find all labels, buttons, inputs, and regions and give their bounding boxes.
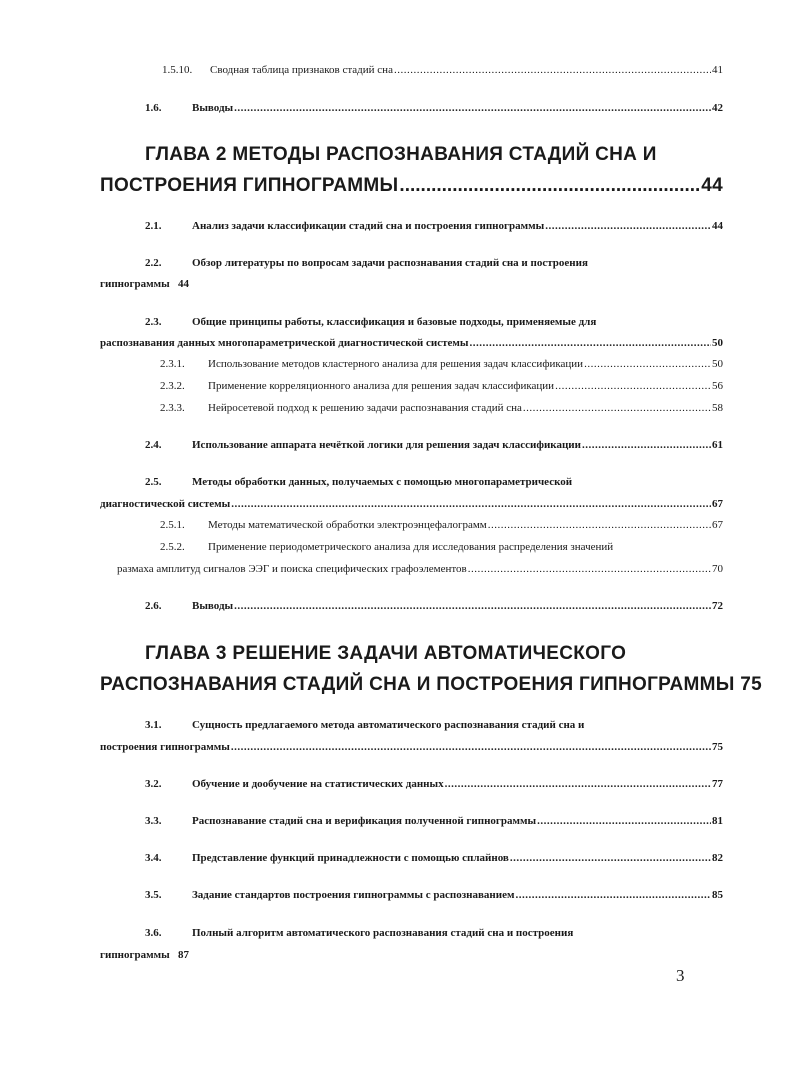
toc-entry-1-6[interactable] <box>145 101 723 115</box>
toc-page: 61 <box>712 439 723 451</box>
toc-title-line2: распознавания данных многопараметрической диагностической системы <box>100 337 469 349</box>
toc-entry-3-4[interactable] <box>145 851 723 865</box>
toc-number: 3.2. <box>145 778 162 790</box>
toc-title-line1: Методы обработки данных, получаемых с помощью многопараметрической <box>192 476 573 488</box>
toc-entry-2-5-2-cont[interactable] <box>117 562 723 576</box>
toc-entry-3-1-cont[interactable] <box>100 740 723 754</box>
leader-dots <box>515 888 711 902</box>
leader-dots <box>399 175 700 197</box>
chapter-3-heading-line2[interactable] <box>100 674 762 696</box>
chapter-2-heading-line1: ГЛАВА 2 МЕТОДЫ РАСПОЗНАВАНИЯ СТАДИЙ СНА И <box>145 144 657 165</box>
leader-dots <box>510 851 711 865</box>
toc-title-line1: Общие принципы работы, классификация и базовые подходы, применяемые для <box>192 316 597 328</box>
toc-title: Выводы <box>192 600 234 612</box>
leader-dots <box>545 219 711 233</box>
toc-page: 85 <box>712 889 723 901</box>
toc-entry-2-1[interactable] <box>145 219 723 233</box>
toc-page: 81 <box>712 815 723 827</box>
toc-title-line1: Полный алгоритм автоматического распознавания стадий сна и построения <box>192 927 574 939</box>
leader-dots <box>584 357 711 371</box>
toc-entry-2-3[interactable] <box>145 315 596 329</box>
toc-number: 2.1. <box>145 220 162 232</box>
toc-title-line2: гипнограммы <box>100 949 170 961</box>
toc-page: 50 <box>712 337 723 349</box>
chapter-2-heading-line2[interactable] <box>100 175 723 197</box>
leader-dots <box>555 379 711 393</box>
leader-dots <box>488 518 711 532</box>
toc-number: 2.3.3. <box>160 402 185 414</box>
toc-page: 44 <box>701 175 723 196</box>
toc-title: Распознавание стадий сна и верификация полученной гипнограммы <box>192 815 537 827</box>
toc-title: ПОСТРОЕНИЯ ГИПНОГРАММЫ <box>100 175 399 196</box>
toc-entry-2-5-2[interactable] <box>160 540 613 554</box>
toc-title: РАСПОЗНАВАНИЯ СТАДИЙ СНА И ПОСТРОЕНИЯ ГИПНОГРАММЫ <box>100 674 735 695</box>
toc-page: 41 <box>712 64 723 76</box>
toc-number: 3.5. <box>145 889 162 901</box>
toc-page: 42 <box>712 102 723 114</box>
toc-title: Анализ задачи классификации стадий сна и построения гипнограммы <box>192 220 545 232</box>
toc-entry-2-2-cont[interactable] <box>100 277 189 291</box>
toc-entry-2-5[interactable] <box>145 475 572 489</box>
toc-number: 2.5.1. <box>160 519 185 531</box>
toc-number: 2.3.1. <box>160 358 185 370</box>
toc-title: Использование методов кластерного анализа для решения задач классификации <box>208 358 584 370</box>
toc-number: 2.3. <box>145 316 162 328</box>
toc-number: 2.5. <box>145 476 162 488</box>
toc-page: 56 <box>712 380 723 392</box>
toc-entry-3-5[interactable] <box>145 888 723 902</box>
toc-number: 2.3.2. <box>160 380 185 392</box>
toc-number: 3.1. <box>145 719 162 731</box>
toc-entry-2-3-cont[interactable] <box>100 336 723 350</box>
toc-page: 82 <box>712 852 723 864</box>
toc-number: 1.5.10. <box>162 64 193 76</box>
toc-number: 3.4. <box>145 852 162 864</box>
toc-page: 58 <box>712 402 723 414</box>
toc-entry-2-4[interactable] <box>145 438 723 452</box>
toc-number: 2.4. <box>145 439 162 451</box>
toc-title: Выводы <box>192 102 234 114</box>
toc-title: Нейросетевой подход к решению задачи распознавания стадий сна <box>208 402 522 414</box>
leader-dots <box>523 401 711 415</box>
toc-page: 75 <box>712 741 723 753</box>
toc-entry-2-5-cont[interactable] <box>100 497 723 511</box>
toc-entry-1-5-10[interactable] <box>162 63 723 77</box>
toc-title-line1: Сущность предлагаемого метода автоматического распознавания стадий сна и <box>192 719 585 731</box>
toc-title: Обучение и дообучение на статистических данных <box>192 778 444 790</box>
toc-title: Методы математической обработки электроэнцефалограмм <box>208 519 487 531</box>
toc-entry-3-3[interactable] <box>145 814 723 828</box>
toc-title: Представление функций принадлежности с помощью сплайнов <box>192 852 509 864</box>
leader-dots <box>231 497 711 511</box>
toc-entry-2-5-1[interactable] <box>160 518 723 532</box>
toc-entry-2-3-2[interactable] <box>160 379 723 393</box>
leader-dots <box>582 438 711 452</box>
toc-page: 67 <box>712 498 723 510</box>
toc-title-line2: построения гипнограммы <box>100 741 230 753</box>
toc-number: 3.3. <box>145 815 162 827</box>
toc-page: 75 <box>740 674 762 695</box>
leader-dots <box>234 599 711 613</box>
toc-number: 2.5.2. <box>160 541 185 553</box>
toc-title-line2: диагностической системы <box>100 498 231 510</box>
toc-entry-3-6-cont[interactable] <box>100 948 189 962</box>
toc-page: 44 <box>712 220 723 232</box>
toc-entry-2-3-3[interactable] <box>160 401 723 415</box>
leader-dots <box>234 101 711 115</box>
leader-dots <box>468 562 711 576</box>
leader-dots <box>537 814 711 828</box>
toc-title-line1: Обзор литературы по вопросам задачи распознавания стадий сна и построения <box>192 257 588 269</box>
leader-dots <box>445 777 711 791</box>
toc-number: 2.2. <box>145 257 162 269</box>
toc-page: 87 <box>177 949 189 961</box>
toc-title-line2: размаха амплитуд сигналов ЭЭГ и поиска специфических графоэлементов <box>117 563 467 575</box>
toc-number: 1.6. <box>145 102 162 114</box>
toc-title: Использование аппарата нечёткой логики для решения задач классификации <box>192 439 581 451</box>
toc-title: Применение корреляционного анализа для решения задач классификации <box>208 380 555 392</box>
toc-title: Задание стандартов построения гипнограммы с распознаванием <box>192 889 515 901</box>
toc-entry-2-2[interactable] <box>145 256 588 270</box>
leader-dots <box>231 740 711 754</box>
toc-entry-3-2[interactable] <box>145 777 723 791</box>
toc-entry-3-6[interactable] <box>145 926 573 940</box>
toc-page: 70 <box>712 563 723 575</box>
leader-dots <box>394 63 711 77</box>
toc-number: 2.6. <box>145 600 162 612</box>
toc-title: Сводная таблица признаков стадий сна <box>210 64 393 76</box>
toc-page: 50 <box>712 358 723 370</box>
leader-dots <box>469 336 711 350</box>
toc-title-line1: Применение периодометрического анализа для исследования распределения значений <box>208 541 614 553</box>
toc-page: 77 <box>712 778 723 790</box>
toc-page: 44 <box>177 278 189 290</box>
toc-page: 72 <box>712 600 723 612</box>
toc-entry-2-6[interactable] <box>145 599 723 613</box>
toc-page: 67 <box>712 519 723 531</box>
page-number: 3 <box>676 966 685 985</box>
toc-entry-2-3-1[interactable] <box>160 357 723 371</box>
chapter-3-heading-line1: ГЛАВА 3 РЕШЕНИЕ ЗАДАЧИ АВТОМАТИЧЕСКОГО <box>145 643 627 664</box>
toc-entry-3-1[interactable] <box>145 718 584 732</box>
toc-number: 3.6. <box>145 927 162 939</box>
toc-title-line2: гипнограммы <box>100 278 170 290</box>
